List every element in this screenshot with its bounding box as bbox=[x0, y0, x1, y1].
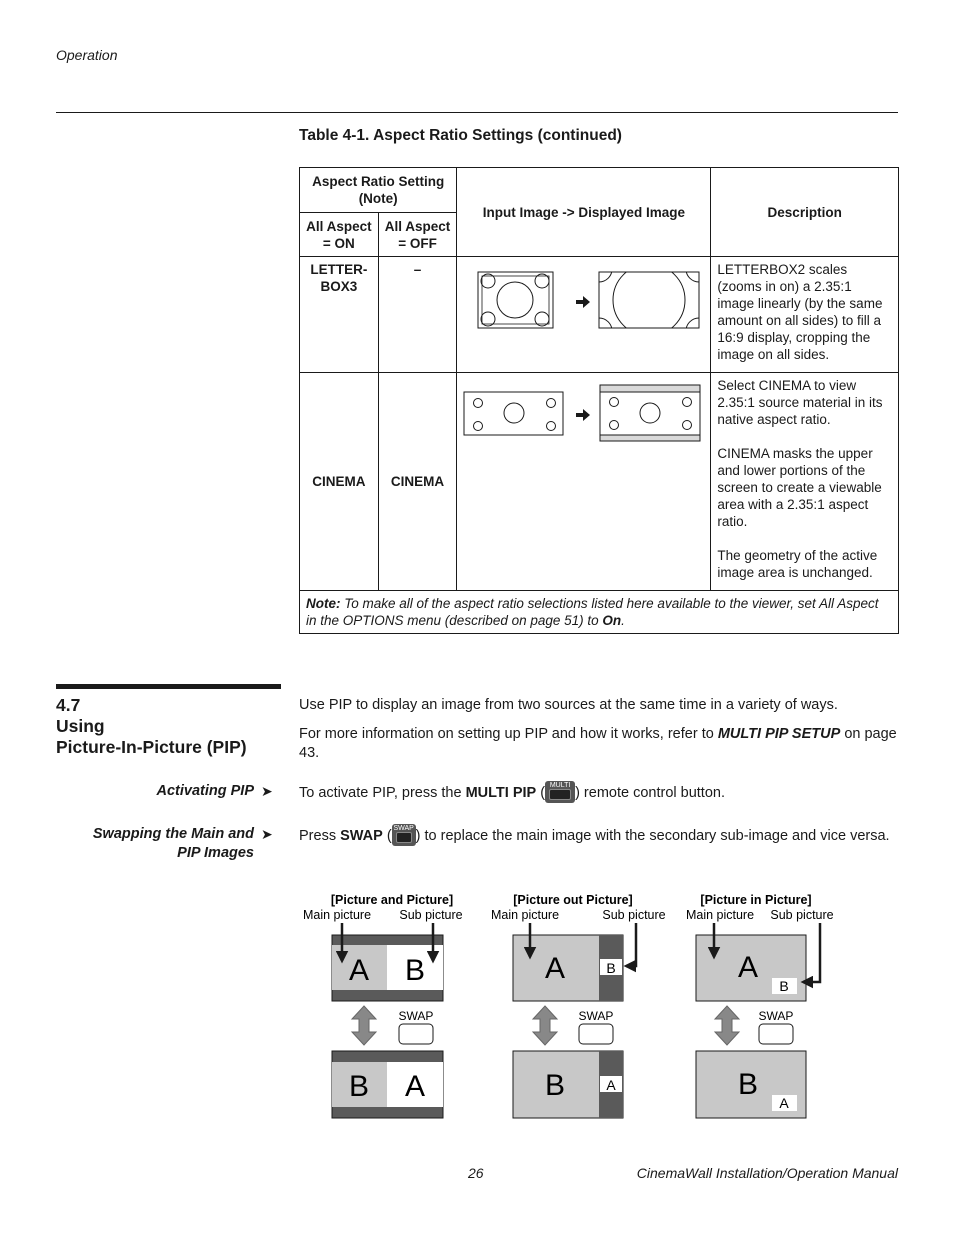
row-cinema-description bbox=[711, 373, 899, 591]
swapping-text: Press SWAP ( SWAP ) to replace the main image with the secondary sub-image and vice versa. bbox=[299, 825, 899, 847]
screen-after-swap bbox=[513, 1051, 623, 1118]
swap-arrow-icon bbox=[715, 1006, 739, 1045]
more-info-page: on page 43. bbox=[299, 726, 897, 761]
mode-title: [Picture in Picture] bbox=[700, 893, 812, 907]
row-cinema-off: CINEMA bbox=[378, 373, 457, 591]
sub-picture-label: Sub picture bbox=[770, 908, 834, 922]
header-rule bbox=[56, 112, 898, 113]
screen-after-swap bbox=[696, 1051, 806, 1118]
picture-label-b: B bbox=[737, 1068, 759, 1101]
multi-pip-button-icon bbox=[545, 781, 575, 803]
picture-label-b: B bbox=[544, 1069, 566, 1102]
section-more-info bbox=[299, 725, 899, 763]
letterbox3-illustration bbox=[457, 257, 711, 373]
picture-label-b: B bbox=[404, 954, 426, 987]
picture-label-a: A bbox=[544, 952, 566, 985]
more-info-text: For more information on setting up PIP and how it works, refer to bbox=[299, 726, 714, 742]
activating-text-after: remote control button. bbox=[583, 784, 725, 801]
header-image: Input Image -> Displayed Image bbox=[457, 168, 711, 257]
main-picture-label: Main picture bbox=[302, 908, 372, 922]
cinema-description-p3: The geometry of the active image area is unchanged. bbox=[717, 548, 878, 580]
picture-label-b: B bbox=[779, 978, 789, 994]
header-setting: Aspect Ratio Setting (Note) bbox=[300, 168, 457, 213]
swap-button-name: SWAP bbox=[340, 827, 383, 844]
cinema-input-image bbox=[464, 392, 563, 435]
swap-arrow-icon bbox=[533, 1006, 557, 1045]
activating-pip-text: To activate PIP, press the MULTI PIP ( MULTI ) remote control button. bbox=[299, 782, 899, 804]
mode-title: [Picture out Picture] bbox=[513, 893, 633, 907]
swap-arrow-icon bbox=[352, 1006, 376, 1045]
header-all-aspect-off: All Aspect = OFF bbox=[378, 213, 457, 257]
picture-label-b: B bbox=[606, 960, 616, 976]
multi-pip-icon-label: MULTI bbox=[549, 782, 571, 789]
cinema-illustration bbox=[457, 373, 711, 591]
multi-pip-setup-link[interactable]: MULTI PIP SETUP bbox=[717, 726, 841, 742]
row-cinema-on: CINEMA bbox=[300, 373, 379, 591]
picture-label-a: A bbox=[404, 1070, 426, 1103]
pip-swap-figure bbox=[290, 885, 850, 1130]
swap-button-icon bbox=[399, 1024, 433, 1044]
row-letterbox3-on: LETTER-BOX3 bbox=[300, 257, 379, 373]
cinema-description-p2: CINEMA masks the upper and lower portions of the screen to create a viewable area with a 2.35:1 aspect ratio. bbox=[717, 446, 882, 529]
activating-text-before: To activate PIP, press the bbox=[299, 784, 462, 801]
swap-label: SWAP bbox=[758, 1009, 794, 1023]
swap-label: SWAP bbox=[398, 1009, 434, 1023]
manual-title: CinemaWall Installation/Operation Manual bbox=[636, 1165, 898, 1181]
sub-pointer-arrow bbox=[626, 923, 636, 966]
swapping-heading bbox=[56, 825, 254, 863]
aspect-ratio-table bbox=[299, 167, 899, 634]
arrow-icon bbox=[576, 296, 590, 308]
pointer-arrow-icon: ➤ bbox=[261, 783, 273, 799]
swapping-text-after: to replace the main image with the secondary sub-image and vice versa. bbox=[424, 827, 890, 844]
swapping-heading-line2: PIP Images bbox=[177, 845, 254, 861]
swap-icon-label: SWAP bbox=[393, 825, 414, 832]
swap-button-icon bbox=[392, 824, 416, 846]
sub-picture-label: Sub picture bbox=[602, 908, 666, 922]
section-rule bbox=[56, 684, 281, 689]
picture-label-a: A bbox=[606, 1077, 616, 1093]
section-heading bbox=[56, 695, 247, 758]
section-intro: Use PIP to display an image from two sources at the same time in a variety of ways. bbox=[299, 697, 838, 713]
section-number: 4.7 bbox=[56, 695, 81, 715]
cinema-description-p1: Select CINEMA to view 2.35:1 source material in its native aspect ratio. bbox=[717, 378, 883, 427]
screen-before-swap bbox=[332, 935, 443, 1001]
swapping-text-before: Press bbox=[299, 827, 337, 844]
section-title-line1: Using bbox=[56, 716, 105, 736]
main-picture-label: Main picture bbox=[490, 908, 560, 922]
running-header: Operation bbox=[56, 47, 118, 63]
table-note bbox=[300, 591, 899, 634]
pointer-arrow-icon: ➤ bbox=[261, 826, 273, 842]
picture-label-a: A bbox=[348, 954, 370, 987]
activating-pip-heading: Activating PIP bbox=[156, 783, 254, 799]
swap-label: SWAP bbox=[578, 1009, 614, 1023]
arrow-icon bbox=[576, 409, 590, 421]
screen-after-swap bbox=[332, 1051, 443, 1118]
picture-label-a: A bbox=[737, 951, 759, 984]
note-label: Note: bbox=[306, 596, 341, 611]
picture-out-picture-mode bbox=[491, 893, 666, 1118]
note-emphasis: On bbox=[602, 613, 622, 628]
header-description: Description bbox=[711, 168, 899, 257]
picture-label-b: B bbox=[348, 1070, 370, 1103]
note-text-end: . bbox=[621, 613, 625, 628]
row-letterbox3-description: LETTERBOX2 scales (zooms in on) a 2.35:1 image linearly (by the same amount on all sides) to fill a 16:9 display, cropping the image on all sides. bbox=[711, 257, 899, 373]
header-all-aspect-on: All Aspect = ON bbox=[300, 213, 379, 257]
screen-before-swap bbox=[696, 935, 806, 1001]
note-text: To make all of the aspect ratio selections listed here available to the viewer, set All Aspect in the OPTIONS menu (described on page 51) to bbox=[306, 596, 879, 628]
row-letterbox3-off: – bbox=[378, 257, 457, 373]
picture-in-picture-mode bbox=[686, 893, 834, 1118]
picture-label-a: A bbox=[779, 1095, 789, 1111]
picture-and-picture-mode bbox=[303, 893, 463, 1118]
page-number: 26 bbox=[468, 1165, 484, 1181]
mode-title: [Picture and Picture] bbox=[330, 893, 454, 907]
sub-picture-label: Sub picture bbox=[399, 908, 463, 922]
section-title-line2: Picture-In-Picture (PIP) bbox=[56, 737, 247, 757]
letterbox3-displayed-image bbox=[586, 258, 710, 344]
table-title: Table 4-1. Aspect Ratio Settings (continued) bbox=[299, 127, 622, 144]
letterbox3-input-image bbox=[478, 272, 553, 328]
multi-pip-button-name: MULTI PIP bbox=[465, 784, 537, 801]
main-picture-label: Main picture bbox=[685, 908, 755, 922]
cinema-displayed-image bbox=[600, 385, 700, 441]
swapping-heading-line1: Swapping the Main and bbox=[92, 826, 254, 842]
swap-button-icon bbox=[579, 1024, 613, 1044]
swap-button-icon bbox=[759, 1024, 793, 1044]
